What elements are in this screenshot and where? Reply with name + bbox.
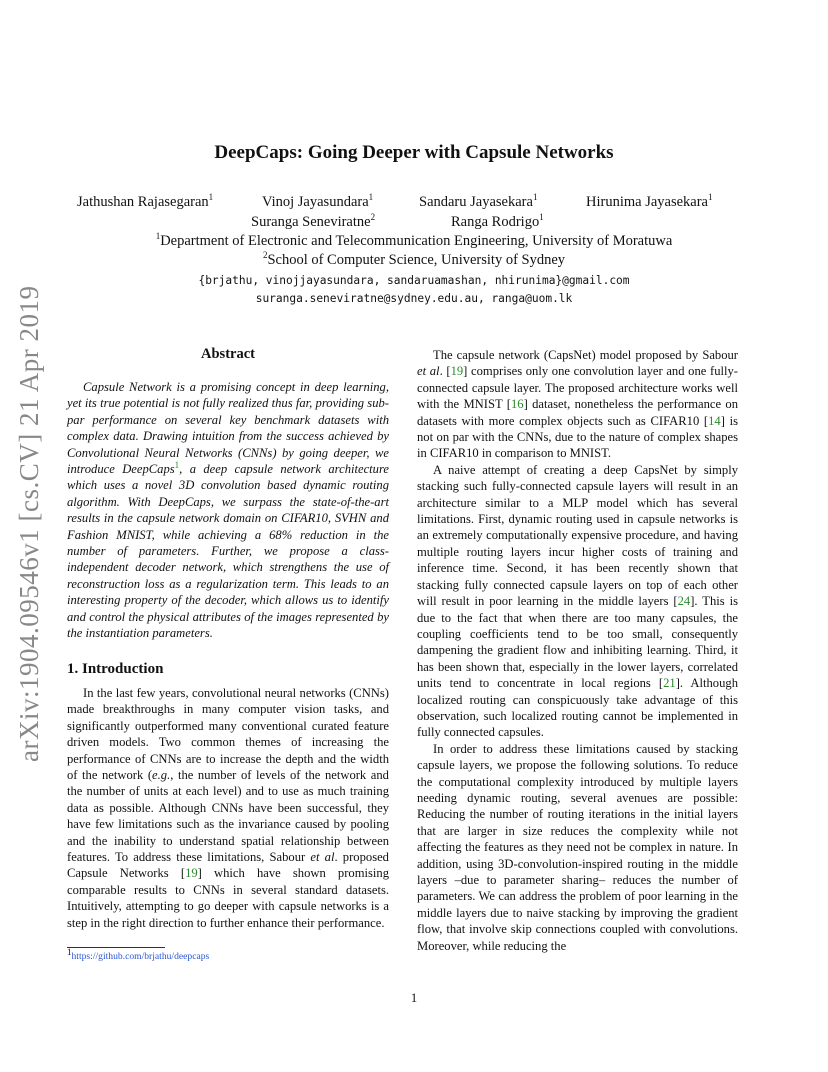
- right-column-text: [417, 347, 738, 954]
- author-6: Ranga Rodrigo$^1$: [451, 212, 544, 230]
- introduction-text: In the last few years, convolutional neural networks (CNNs) made breakthroughs in many computer vision tasks, and significantly outperformed many conventional curated feature driven models. Two common themes of increasing the performance of CNNs are to increase the depth and the width of the network (e.g., the number of levels of the network and the number of units at each level) and to use as much training data as possible. Although CNNs have been successful, they have few limitations such as the invariance caused by pooling and the inability to understand spatial relationship between features. To address these limitations, Sabour et al. proposed Capsule Networks [19] which have shown promising comparable results to CNNs in several standard datasets. Intuitively, attempting to go deeper with capsule networks is a step in the right direction to further enhance their performance.: [67, 686, 389, 930]
- citation-link[interactable]: 24: [677, 594, 691, 609]
- paper-title: DeepCaps: Going Deeper with Capsule Networks: [214, 142, 614, 163]
- citation-link[interactable]: 19: [450, 364, 464, 379]
- citation-link[interactable]: 19: [185, 866, 198, 881]
- paragraph: A naive attempt of creating a deep CapsNet by simply stacking such fully-connected capsule layers will result in an architecture similar to a MLP model which has several limitations. First, dynamic routing used in capsule networks is an extremely computationally expensive procedure, and having multiple routing layers incur higher costs of training and inference time. Second, it has been recently shown that stacking fully connected capsule layers on top of each other will result in poor learning in the middle layers [24]. This is due to the fact that when there are too many capsules, the coupling coefficients tend to be too small, consequently dampening the gradient flow and inhibiting learning. Third, it has been shown that, especially in the lower layers, correlated units tend to concentrate in local regions [21]. Although localized routing can conspicuously take advantage of this observation, such localized routing cannot be implemented in fully connected capsules.: [417, 462, 738, 740]
- citation-link[interactable]: 16: [510, 397, 524, 412]
- citation-link[interactable]: 14: [708, 413, 721, 428]
- paragraph: The capsule network (CapsNet) model proposed by Sabour et al. [19] comprises only one convolution layer and one fully-connected capsule layer. The proposed architecture works well with the MNIST [16] dataset, nonetheless the performance on datasets with more complex objects such as CIFAR10 [14] is not on par with the CNNs, due to the nature of complex shapes in CIFAR10 in comparison to MNIST.: [417, 348, 738, 461]
- arxiv-identifier: arXiv:1904.09546v1 [cs.CV] 21 Apr 2019: [14, 285, 44, 762]
- page-number: 1: [410, 991, 418, 1005]
- arxiv-sidebar: [14, 262, 54, 762]
- abstract-text: Capsule Network is a promising concept in deep learning, yet its true potential is not fully realized thus far, providing sub-par performance on several key benchmark datasets with complex data. Drawing intuition from the success achieved by Convolutional Neural Networks (CNNs) by going deeper, we introduce DeepCaps$^1$, a deep capsule network architecture which uses a novel 3D convolution based dynamic routing algorithm. With DeepCaps, we surpass the state-of-the-art results in the capsule network domain on CIFAR10, SVHN and Fashion MNIST, while achieving a 68% reduction in the number of parameters. Further, we propose a class-independent decoder network, which strengthens the use of reconstruction loss as a regularization term. This leads to an interesting property of the decoder, which allows us to identify and control the physical attributes of the images represented by the instantiation parameters.: [67, 380, 389, 641]
- email-line-1: {brjathu, vinojjayasundara, sandaruamashan, nhirunima}@gmail.com: [198, 274, 630, 287]
- email-line-2: suranga.seneviratne@sydney.edu.au, ranga@uom.lk: [255, 292, 573, 305]
- author-2: Vinoj Jayasundara$^1$: [262, 192, 374, 210]
- author-5: Suranga Seneviratne$^2$: [251, 212, 376, 230]
- author-1: Jathushan Rajasegaran$^1$: [77, 192, 214, 210]
- footnote-marker[interactable]: 1: [174, 459, 180, 470]
- abstract-heading: Abstract: [201, 346, 255, 362]
- paragraph: In order to address these limitations caused by stacking capsule layers, we propose the following solutions. To reduce the computational complexity introduced by multiple layers needing dynamic routing, several avenues are possible: Reducing the number of routing iterations in the initial layers that are larger in size reduces the complexity while not affecting the features as they need not be complex in nature. In addition, using 3D-convolution-inspired routing in the middle layers –due to parameter sharing– reduces the number of parameters. We can address the problem of poor learning in the middle layers due to naive stacking by improving the gradient flow, that involve skip connections coupled with convolutions. Moreover, while reducing the: [417, 741, 738, 953]
- author-3: Sandaru Jayasekara$^1$: [419, 192, 538, 210]
- footnote: $^1$https://github.com/brjathu/deepcaps: [67, 946, 210, 962]
- author-4: Hirunima Jayasekara$^1$: [586, 192, 713, 210]
- footnote-divider: [67, 947, 165, 948]
- affiliation-1: $^1$Department of Electronic and Telecommunication Engineering, University of Moratuwa: [155, 231, 673, 249]
- citation-link[interactable]: 21: [663, 676, 676, 691]
- affiliation-2: $^2$School of Computer Science, University of Sydney: [262, 250, 566, 268]
- footnote-link[interactable]: https://github.com/brjathu/deepcaps: [71, 951, 210, 962]
- introduction-heading: 1. Introduction: [67, 661, 164, 677]
